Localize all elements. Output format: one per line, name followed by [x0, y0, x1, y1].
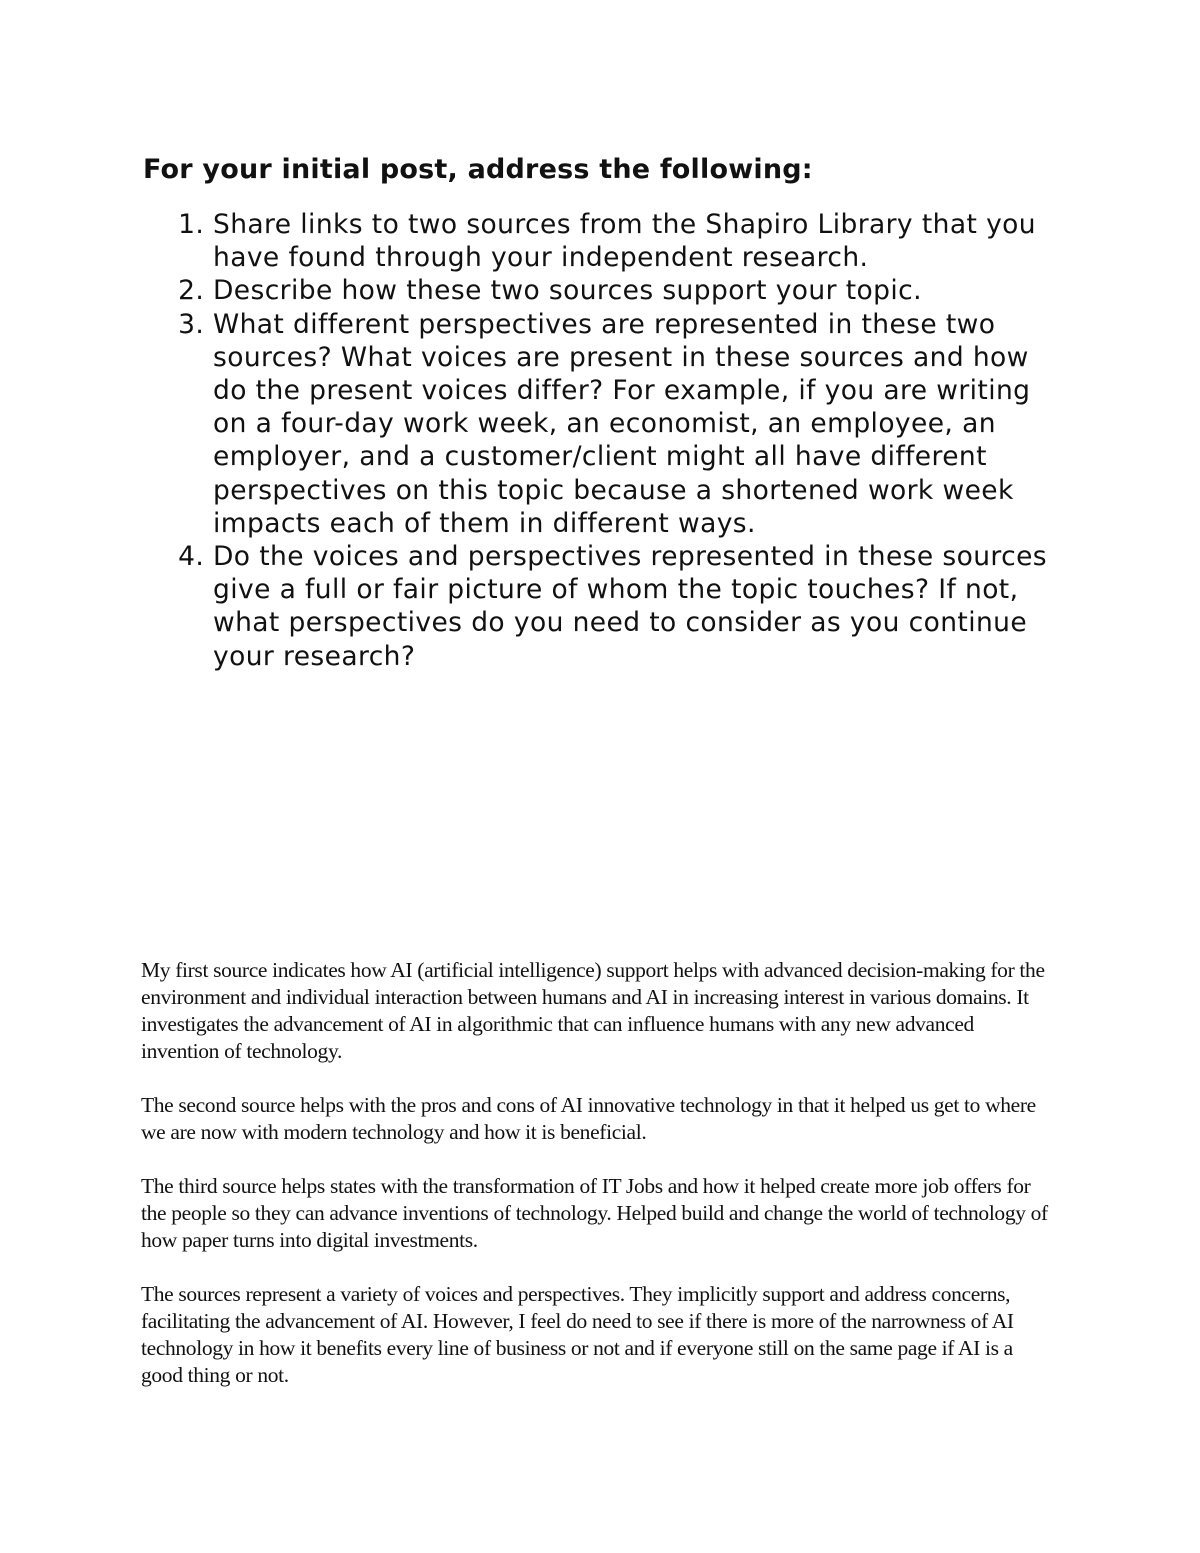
prompt-item: 4. Do the voices and perspectives represented in these sources give a full or fair picture of whom the topic touches? If not, what perspectives do you need to consider as you continue your research?: [213, 540, 1063, 673]
response-paragraph: The second source helps with the pros and cons of AI innovative technology in that it helped us get to where we are now with modern technology and how it is beneficial.: [141, 1093, 1036, 1144]
prompt-item: 2. Describe how these two sources support your topic.: [213, 274, 1063, 307]
prompt-list: [143, 208, 1063, 673]
prompt-heading: For your initial post, address the following:: [143, 154, 813, 185]
response-paragraph: The sources represent a variety of voices and perspectives. They implicitly support and address concerns, facilitating the advancement of AI. However, I feel do need to see if there is more of the narrowness of AI technology in how it benefits every line of business or not and if everyone still on the same page if AI is a good thing or not.: [141, 1282, 1014, 1387]
assignment-prompt: [143, 152, 1063, 673]
response-body: [141, 957, 1056, 1416]
response-paragraph: My first source indicates how AI (artificial intelligence) support helps with advanced decision-making for the environment and individual interaction between humans and AI in increasing interest in various domains. It investigates the advancement of AI in algorithmic that can influence humans with any new advanced invention of technology.: [141, 958, 1045, 1063]
prompt-item: 1. Share links to two sources from the Shapiro Library that you have found through your independent research.: [213, 208, 1063, 274]
prompt-item: 3. What different perspectives are represented in these two sources? What voices are present in these sources and how do the present voices differ? For example, if you are writing on a four-day work week, an economist, an employee, an employer, and a customer/client might all have different perspectives on this topic because a shortened work week impacts each of them in different ways.: [213, 308, 1063, 540]
response-paragraph: The third source helps states with the transformation of IT Jobs and how it helped create more job offers for the people so they can advance inventions of technology. Helped build and change the world of technology of how paper turns into digital investments.: [141, 1174, 1048, 1252]
